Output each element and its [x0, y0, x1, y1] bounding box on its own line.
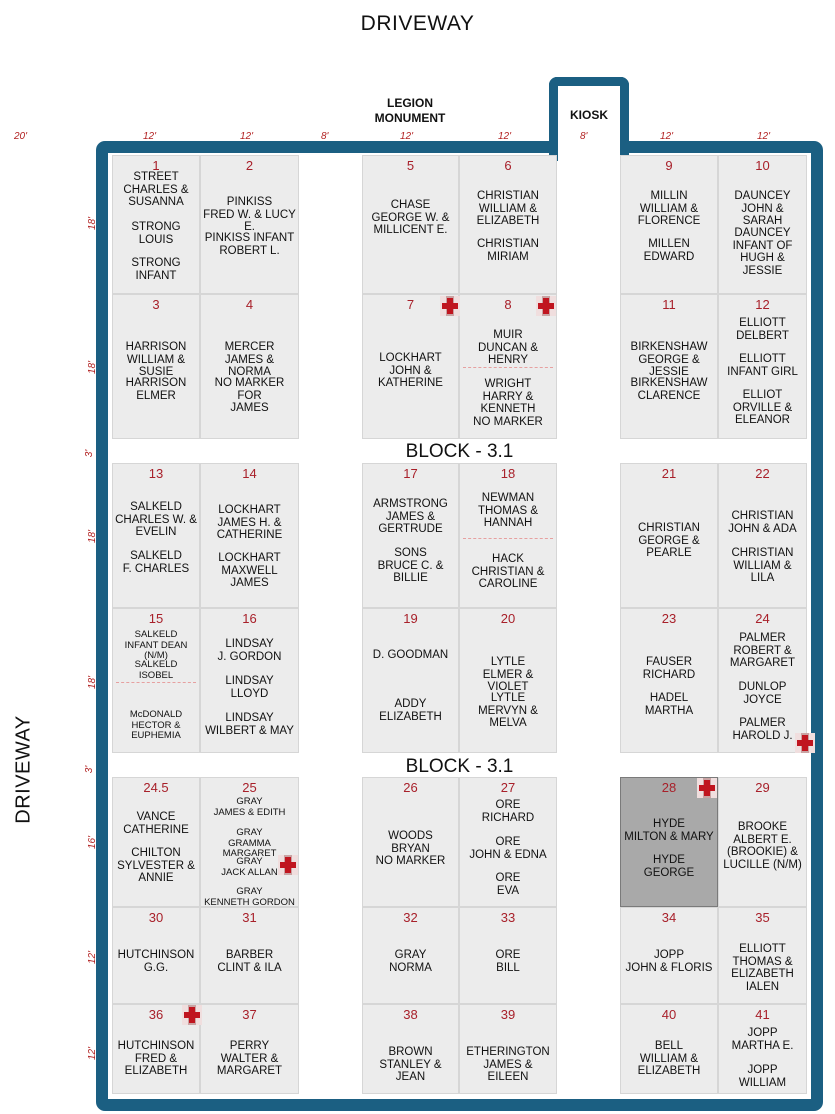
plot-divider [116, 682, 196, 683]
plot-3[interactable] [112, 294, 200, 439]
plot-number: 24.5 [143, 780, 169, 795]
plot-occupants: PERRY WALTER & MARGARET [216, 1040, 283, 1077]
plot-11[interactable] [620, 294, 718, 439]
legion-monument-label: LEGION MONUMENT [374, 96, 446, 125]
plot-occupants: PALMER ROBERT & MARGARET [729, 632, 796, 669]
plot-number: 11 [662, 297, 676, 312]
plot-number: 26 [403, 780, 418, 795]
plot-34[interactable] [620, 907, 718, 1004]
plot-occupants: NO MARKER FOR JAMES [214, 377, 285, 414]
plot-39[interactable] [459, 1004, 557, 1094]
dimension-label: 12' [87, 1046, 99, 1061]
plot-number: 3 [152, 297, 160, 312]
plot-occupants: BIRKENSHAW GEORGE & JESSIE [630, 341, 708, 378]
plot-occupants: MILLEN EDWARD [643, 238, 695, 263]
plot-6[interactable] [459, 155, 557, 294]
red-cross-marker-icon [182, 1005, 202, 1025]
plot-number: 2 [245, 158, 254, 173]
plot-occupants: ADDY ELIZABETH [379, 698, 442, 723]
plot-35[interactable] [718, 907, 807, 1004]
plot-number: 14 [242, 466, 257, 481]
plot-occupants: CHRISTIAN WILLIAM & LILA [731, 547, 794, 584]
dimension-label: 12' [498, 131, 512, 142]
red-cross-marker-icon [440, 296, 460, 316]
plot-number: 5 [406, 158, 415, 173]
plot-occupants: ETHERINGTON JAMES & EILEEN [466, 1046, 550, 1083]
plot-occupants: HADEL MARTHA [644, 692, 694, 717]
plot-15[interactable] [112, 608, 200, 753]
plot-number: 30 [148, 910, 164, 925]
plot-number: 33 [500, 910, 516, 925]
plot-occupants: MILLIN WILLIAM & FLORENCE [637, 190, 701, 227]
plot-occupants: CHILTON SYLVESTER & ANNIE [117, 847, 195, 884]
plot-5[interactable] [362, 155, 459, 294]
plot-occupants: ELLIOT ORVILLE & ELEANOR [732, 389, 793, 426]
plot-1[interactable] [112, 155, 200, 294]
plot-18[interactable] [459, 463, 557, 608]
dimension-label: 8' [580, 131, 588, 142]
plot-26[interactable] [362, 777, 459, 907]
driveway-top-label: DRIVEWAY [360, 12, 475, 35]
plot-occupants: McDONALD HECTOR & EUPHEMIA [129, 709, 183, 741]
plot-occupants: SALKELD F. CHARLES [122, 550, 190, 575]
plot-24-5[interactable] [112, 777, 200, 907]
plot-occupants: BELL WILLIAM & ELIZABETH [637, 1040, 701, 1077]
block-label-lower: BLOCK - 3.1 [405, 756, 514, 777]
plot-number: 25 [242, 780, 257, 795]
plot-occupants: LOCKHART MAXWELL JAMES [218, 552, 281, 589]
plot-number: 20 [500, 611, 516, 626]
plot-occupants: MERCER JAMES & NORMA [224, 341, 275, 378]
plot-occupants: LYTLE ELMER & VIOLET [482, 656, 534, 693]
plot-32[interactable] [362, 907, 459, 1004]
plot-number: 36 [148, 1007, 164, 1022]
dimension-label: 12' [400, 131, 414, 142]
plot-occupants: LOCKHART JAMES H. & CATHERINE [216, 504, 283, 541]
plot-divider [463, 538, 553, 539]
plot-occupants: HYDE MILTON & MARY [624, 818, 714, 843]
dimension-label: 16' [87, 835, 99, 850]
plot-number: 23 [661, 611, 677, 626]
plot-24[interactable] [718, 608, 807, 753]
plot-number: 10 [755, 158, 770, 173]
plot-number: 40 [661, 1007, 677, 1022]
plot-occupants: SONS BRUCE C. & BILLIE [377, 547, 444, 584]
plot-occupants: PINKISS FRED W. & LUCY E. [203, 196, 296, 233]
plot-22[interactable] [718, 463, 807, 608]
dimension-label: 3' [84, 765, 96, 774]
plot-number: 7 [406, 297, 415, 312]
plot-occupants: SALKELD INFANT DEAN (N/M) [124, 629, 188, 661]
plot-occupants: PINKISS INFANT ROBERT L. [204, 232, 295, 257]
plot-occupants: JOPP WILLIAM [738, 1064, 787, 1089]
red-cross-marker-icon [536, 296, 556, 316]
red-cross-marker-icon [278, 855, 298, 875]
plot-4[interactable] [200, 294, 299, 439]
plot-occupants: SALKELD ISOBEL [134, 659, 178, 681]
plot-occupants: HUTCHINSON G.G. [117, 949, 195, 974]
plot-occupants: GRAY GRAMMA MARGARET [222, 827, 277, 859]
plot-number: 34 [661, 910, 677, 925]
plot-occupants: ELLIOTT INFANT GIRL [727, 353, 798, 378]
plot-number: 41 [755, 1007, 770, 1022]
plot-occupants: GRAY JACK ALLAN [221, 856, 278, 878]
plot-occupants: LYTLE MERVYN & MELVA [478, 692, 538, 729]
dimension-label: 12' [87, 950, 99, 965]
kiosk-label: KIOSK [569, 108, 608, 122]
plot-occupants: CHRISTIAN JOHN & ADA [728, 510, 797, 535]
dimension-label: 18' [87, 360, 99, 375]
plot-occupants: HARRISON ELMER [125, 377, 187, 402]
plot-occupants: STREET CHARLES & SUSANNA [123, 171, 189, 208]
plot-occupants: GRAY JAMES & EDITH [213, 796, 286, 818]
plot-occupants: HYDE GEORGE [643, 854, 695, 879]
plot-number: 32 [403, 910, 418, 925]
plot-number: 27 [500, 780, 516, 795]
plot-number: 29 [755, 780, 770, 795]
plot-occupants: ELLIOTT THOMAS & ELIZABETH IALEN [731, 943, 794, 993]
plot-number: 22 [755, 466, 770, 481]
driveway-left-label: DRIVEWAY [12, 715, 35, 824]
plot-occupants: STRONG LOUIS [131, 221, 181, 246]
plot-occupants: DAUNCEY JOHN & SARAH [734, 190, 791, 227]
plot-occupants: GRAY NORMA [389, 949, 432, 974]
plot-occupants: HACK CHRISTIAN & CAROLINE [471, 553, 545, 590]
plot-38[interactable] [362, 1004, 459, 1094]
plot-occupants: JOPP MARTHA E. [731, 1027, 794, 1052]
dimension-label: 12' [660, 131, 674, 142]
plot-occupants: BIRKENSHAW CLARENCE [630, 377, 708, 402]
plot-19[interactable] [362, 608, 459, 753]
plot-occupants: GRAY KENNETH GORDON [204, 886, 295, 908]
plot-occupants: BARBER CLINT & ILA [217, 949, 282, 974]
plot-occupants: ARMSTRONG JAMES & GERTRUDE [373, 498, 448, 535]
plot-number: 15 [148, 611, 164, 626]
plot-number: 24 [755, 611, 770, 626]
plot-occupants: LINDSAY J. GORDON [217, 638, 282, 663]
plot-occupants: VANCE CATHERINE [123, 811, 189, 836]
dimension-label: 18' [87, 675, 99, 690]
plot-25[interactable] [200, 777, 299, 907]
plot-20[interactable] [459, 608, 557, 753]
plot-30[interactable] [112, 907, 200, 1004]
plot-number: 12 [755, 297, 770, 312]
plot-number: 6 [504, 158, 512, 173]
kiosk-opening [558, 138, 620, 158]
plot-2[interactable] [200, 155, 299, 294]
plot-number: 1 [152, 158, 160, 173]
plot-40[interactable] [620, 1004, 718, 1094]
plot-occupants: FAUSER RICHARD [642, 656, 696, 681]
plot-occupants: BROOKE ALBERT E. (BROOKIE) & LUCILLE (N/M) [723, 821, 802, 871]
plot-occupants: ORE EVA [495, 872, 521, 897]
plot-occupants: ORE RICHARD [481, 799, 535, 824]
plot-number: 4 [245, 297, 254, 312]
plot-41[interactable] [718, 1004, 807, 1094]
plot-number: 28 [661, 780, 677, 795]
plot-10[interactable] [718, 155, 807, 294]
plot-occupants: ELLIOTT DELBERT [736, 317, 789, 342]
red-cross-marker-icon [697, 778, 717, 798]
dimension-label: 8' [321, 131, 329, 142]
plot-occupants: MUIR DUNCAN & HENRY [477, 329, 539, 366]
plot-number: 13 [148, 466, 164, 481]
plot-occupants: SALKELD CHARLES W. & EVELIN [115, 501, 197, 538]
plot-21[interactable] [620, 463, 718, 608]
plot-occupants: HARRISON WILLIAM & SUSIE [125, 341, 187, 378]
plot-divider [463, 367, 553, 368]
plot-number: 21 [661, 466, 677, 481]
plot-occupants: D. GOODMAN [372, 649, 449, 661]
dimension-label: 18' [87, 529, 99, 544]
plot-number: 8 [504, 297, 512, 312]
plot-occupants: HUTCHINSON FRED & ELIZABETH [117, 1040, 195, 1077]
dimension-label: 18' [87, 216, 99, 231]
plot-number: 39 [500, 1007, 516, 1022]
plot-13[interactable] [112, 463, 200, 608]
dimension-label: 3' [84, 449, 96, 458]
plot-occupants: WRIGHT HARRY & KENNETH NO MARKER [473, 378, 543, 428]
plot-12[interactable] [718, 294, 807, 439]
dimension-label: 12' [240, 131, 254, 142]
plot-29[interactable] [718, 777, 807, 907]
plot-14[interactable] [200, 463, 299, 608]
plot-occupants: LINDSAY WILBERT & MAY [205, 712, 294, 737]
plot-number: 31 [242, 910, 257, 925]
plot-number: 37 [242, 1007, 257, 1022]
plot-number: 35 [755, 910, 770, 925]
red-cross-marker-icon [795, 733, 815, 753]
plot-occupants: CHASE GEORGE W. & MILLICENT E. [371, 199, 450, 236]
plot-37[interactable] [200, 1004, 299, 1094]
plot-occupants: WOODS BRYAN NO MARKER [375, 830, 446, 867]
dimension-label: 12' [757, 131, 771, 142]
plot-occupants: JOPP JOHN & FLORIS [625, 949, 713, 974]
plot-occupants: DAUNCEY INFANT OF HUGH & JESSIE [732, 227, 793, 277]
plot-occupants: DUNLOP JOYCE [738, 681, 787, 706]
plot-9[interactable] [620, 155, 718, 294]
dimension-label: 12' [143, 131, 157, 142]
plot-occupants: CHRISTIAN GEORGE & PEARLE [638, 522, 700, 559]
plot-number: 38 [403, 1007, 418, 1022]
block-label-upper: BLOCK - 3.1 [405, 441, 514, 462]
plot-occupants: NEWMAN THOMAS & HANNAH [477, 492, 539, 529]
plot-number: 9 [665, 158, 673, 173]
plot-number: 18 [500, 466, 516, 481]
plot-23[interactable] [620, 608, 718, 753]
plot-occupants: BROWN STANLEY & JEAN [379, 1046, 442, 1083]
plot-occupants: PALMER HAROLD J. [732, 717, 793, 742]
plot-occupants: ORE BILL [495, 949, 521, 974]
plot-number: 16 [242, 611, 257, 626]
plot-occupants: CHRISTIAN WILLIAM & ELIZABETH [476, 190, 540, 227]
plot-number: 19 [403, 611, 418, 626]
plot-occupants: LINDSAY LLOYD [225, 675, 274, 700]
plot-16[interactable] [200, 608, 299, 753]
plot-number: 17 [403, 466, 418, 481]
plot-27[interactable] [459, 777, 557, 907]
plot-occupants: STRONG INFANT [131, 257, 181, 282]
plot-occupants: LOCKHART JOHN & KATHERINE [378, 352, 443, 389]
plot-occupants: ORE JOHN & EDNA [469, 836, 547, 861]
plot-33[interactable] [459, 907, 557, 1004]
plot-occupants: CHRISTIAN MIRIAM [477, 238, 539, 263]
dimension-label: 20' [14, 131, 28, 142]
plot-31[interactable] [200, 907, 299, 1004]
plot-17[interactable] [362, 463, 459, 608]
